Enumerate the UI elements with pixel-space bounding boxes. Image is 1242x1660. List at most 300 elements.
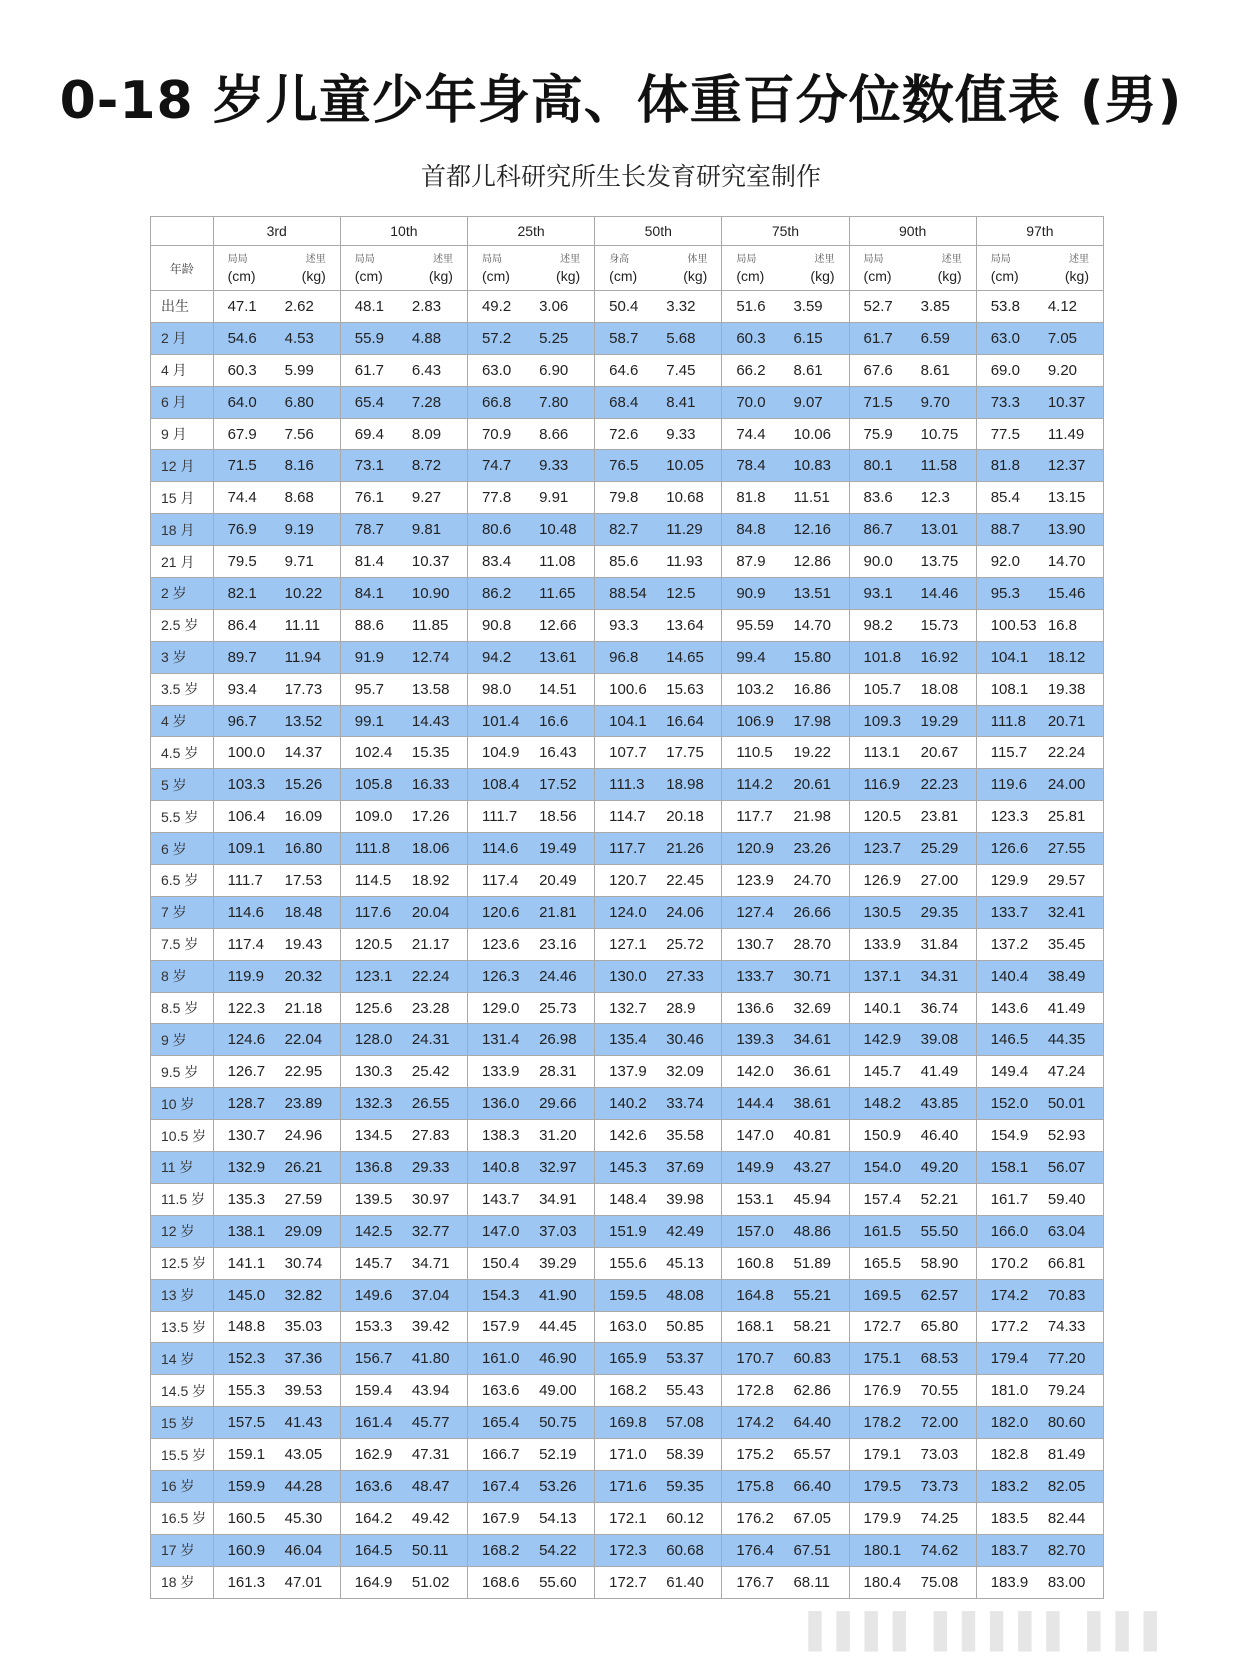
weight-cell: 44.35 (1040, 1024, 1104, 1056)
age-cell: 16 岁 (151, 1470, 214, 1502)
height-cell: 157.5 (213, 1407, 277, 1439)
weight-cell: 12.74 (404, 641, 468, 673)
weight-cell: 27.55 (1040, 833, 1104, 865)
height-cell: 84.1 (340, 578, 404, 610)
height-cell: 82.7 (595, 514, 659, 546)
age-cell: 3 岁 (151, 641, 214, 673)
weight-cell: 12.86 (785, 546, 849, 578)
weight-cell: 32.41 (1040, 896, 1104, 928)
height-cell: 171.0 (595, 1439, 659, 1471)
weight-cell: 11.58 (913, 450, 977, 482)
height-cell: 110.5 (722, 737, 786, 769)
height-cell: 168.1 (722, 1311, 786, 1343)
weight-cell: 13.01 (913, 514, 977, 546)
height-cell: 136.0 (467, 1088, 531, 1120)
weight-cell: 26.66 (785, 896, 849, 928)
height-cell: 111.7 (467, 801, 531, 833)
age-cell: 4 岁 (151, 705, 214, 737)
height-cell: 78.7 (340, 514, 404, 546)
height-cell: 81.8 (976, 450, 1040, 482)
weight-cell: 9.33 (531, 450, 595, 482)
weight-cell: 3.85 (913, 291, 977, 323)
height-cell: 85.6 (595, 546, 659, 578)
weight-cell: 3.59 (785, 291, 849, 323)
height-cell: 148.8 (213, 1311, 277, 1343)
weight-unit: (kg) (428, 268, 453, 284)
weight-cell: 58.39 (658, 1439, 722, 1471)
height-cell: 169.5 (849, 1279, 913, 1311)
weight-cell: 41.49 (913, 1056, 977, 1088)
height-cell: 49.2 (467, 291, 531, 323)
height-label: 局局 (990, 254, 1011, 265)
height-cell: 99.4 (722, 641, 786, 673)
height-cell: 162.9 (340, 1439, 404, 1471)
height-cell: 125.6 (340, 992, 404, 1024)
weight-cell: 57.08 (658, 1407, 722, 1439)
weight-cell: 18.12 (1040, 641, 1104, 673)
height-cell: 88.7 (976, 514, 1040, 546)
height-cell: 66.8 (467, 386, 531, 418)
age-cell: 6 月 (151, 386, 214, 418)
weight-cell: 7.05 (1040, 322, 1104, 354)
height-cell: 83.4 (467, 546, 531, 578)
height-cell: 128.0 (340, 1024, 404, 1056)
height-cell: 93.1 (849, 578, 913, 610)
height-cell: 175.2 (722, 1439, 786, 1471)
height-cell: 139.3 (722, 1024, 786, 1056)
weight-cell: 66.81 (1040, 1247, 1104, 1279)
height-cell: 175.1 (849, 1343, 913, 1375)
height-cell: 182.0 (976, 1407, 1040, 1439)
table-row (151, 769, 1104, 801)
height-cell: 74.4 (722, 418, 786, 450)
height-cell: 74.7 (467, 450, 531, 482)
weight-cell: 6.15 (785, 322, 849, 354)
height-cell: 164.2 (340, 1502, 404, 1534)
age-cell: 7.5 岁 (151, 928, 214, 960)
weight-cell: 39.98 (658, 1183, 722, 1215)
weight-cell: 46.40 (913, 1120, 977, 1152)
weight-cell: 16.43 (531, 737, 595, 769)
weight-cell: 14.51 (531, 673, 595, 705)
weight-cell: 27.83 (404, 1120, 468, 1152)
weight-cell: 16.92 (913, 641, 977, 673)
age-cell: 9.5 岁 (151, 1056, 214, 1088)
weight-label: 述里 (814, 254, 835, 265)
weight-cell: 10.22 (277, 578, 341, 610)
height-cell: 57.2 (467, 322, 531, 354)
height-cell: 117.6 (340, 896, 404, 928)
height-cell: 161.0 (467, 1343, 531, 1375)
height-cell: 91.9 (340, 641, 404, 673)
weight-cell: 9.19 (277, 514, 341, 546)
weight-cell: 5.99 (277, 354, 341, 386)
height-cell: 50.4 (595, 291, 659, 323)
weight-label: 述里 (305, 254, 326, 265)
height-cell: 52.7 (849, 291, 913, 323)
height-cell: 168.6 (467, 1566, 531, 1598)
height-cell: 80.1 (849, 450, 913, 482)
weight-cell: 22.24 (1040, 737, 1104, 769)
height-cell: 176.2 (722, 1502, 786, 1534)
weight-cell: 13.64 (658, 609, 722, 641)
age-cell: 15.5 岁 (151, 1439, 214, 1471)
weight-cell: 41.80 (404, 1343, 468, 1375)
height-cell: 80.6 (467, 514, 531, 546)
weight-unit-header (531, 246, 595, 291)
height-cell: 122.3 (213, 992, 277, 1024)
height-cell: 88.54 (595, 578, 659, 610)
height-cell: 120.5 (340, 928, 404, 960)
weight-cell: 24.46 (531, 960, 595, 992)
weight-cell: 74.33 (1040, 1311, 1104, 1343)
table-row (151, 801, 1104, 833)
height-cell: 179.9 (849, 1502, 913, 1534)
weight-cell: 8.09 (404, 418, 468, 450)
weight-cell: 14.70 (785, 609, 849, 641)
height-cell: 69.4 (340, 418, 404, 450)
height-cell: 104.1 (595, 705, 659, 737)
height-cell: 68.4 (595, 386, 659, 418)
height-cell: 165.9 (595, 1343, 659, 1375)
weight-cell: 50.85 (658, 1311, 722, 1343)
weight-cell: 36.74 (913, 992, 977, 1024)
height-cell: 172.7 (595, 1566, 659, 1598)
weight-cell: 41.49 (1040, 992, 1104, 1024)
weight-cell: 11.11 (277, 609, 341, 641)
height-unit: (cm) (736, 268, 765, 284)
height-label: 局局 (863, 254, 884, 265)
weight-cell: 44.28 (277, 1470, 341, 1502)
height-cell: 157.4 (849, 1183, 913, 1215)
height-cell: 95.3 (976, 578, 1040, 610)
height-cell: 123.6 (467, 928, 531, 960)
weight-cell: 36.61 (785, 1056, 849, 1088)
weight-label: 体里 (687, 254, 708, 265)
weight-cell: 30.71 (785, 960, 849, 992)
table-row (151, 450, 1104, 482)
age-cell: 13 岁 (151, 1279, 214, 1311)
weight-cell: 6.90 (531, 354, 595, 386)
weight-cell: 21.81 (531, 896, 595, 928)
height-cell: 183.7 (976, 1534, 1040, 1566)
weight-cell: 51.89 (785, 1247, 849, 1279)
height-cell: 182.8 (976, 1439, 1040, 1471)
height-cell: 129.9 (976, 865, 1040, 897)
height-cell: 130.7 (213, 1120, 277, 1152)
weight-cell: 60.83 (785, 1343, 849, 1375)
weight-cell: 5.68 (658, 322, 722, 354)
age-cell: 6.5 岁 (151, 865, 214, 897)
weight-cell: 70.83 (1040, 1279, 1104, 1311)
weight-cell: 55.21 (785, 1279, 849, 1311)
weight-unit: (kg) (1064, 268, 1089, 284)
weight-unit-header (658, 246, 722, 291)
height-unit-header (467, 246, 531, 291)
table-row (151, 386, 1104, 418)
weight-cell: 16.8 (1040, 609, 1104, 641)
height-cell: 123.1 (340, 960, 404, 992)
height-cell: 109.0 (340, 801, 404, 833)
weight-cell: 48.47 (404, 1470, 468, 1502)
height-cell: 111.7 (213, 865, 277, 897)
table-row (151, 833, 1104, 865)
age-cell: 2 岁 (151, 578, 214, 610)
height-cell: 183.9 (976, 1566, 1040, 1598)
weight-cell: 29.35 (913, 896, 977, 928)
height-cell: 160.8 (722, 1247, 786, 1279)
weight-cell: 14.65 (658, 641, 722, 673)
weight-cell: 3.32 (658, 291, 722, 323)
weight-cell: 15.73 (913, 609, 977, 641)
height-cell: 104.1 (976, 641, 1040, 673)
height-cell: 180.1 (849, 1534, 913, 1566)
weight-cell: 11.51 (785, 482, 849, 514)
height-unit-header (340, 246, 404, 291)
height-cell: 64.6 (595, 354, 659, 386)
height-cell: 63.0 (467, 354, 531, 386)
height-cell: 74.4 (213, 482, 277, 514)
height-cell: 120.5 (849, 801, 913, 833)
height-cell: 131.4 (467, 1024, 531, 1056)
height-cell: 183.2 (976, 1470, 1040, 1502)
weight-cell: 38.61 (785, 1088, 849, 1120)
weight-cell: 32.97 (531, 1152, 595, 1184)
weight-cell: 10.37 (1040, 386, 1104, 418)
height-cell: 145.0 (213, 1279, 277, 1311)
weight-cell: 52.19 (531, 1439, 595, 1471)
height-cell: 48.1 (340, 291, 404, 323)
height-cell: 126.6 (976, 833, 1040, 865)
age-cell: 4 月 (151, 354, 214, 386)
weight-cell: 7.80 (531, 386, 595, 418)
weight-cell: 33.74 (658, 1088, 722, 1120)
table-row (151, 1534, 1104, 1566)
height-cell: 86.7 (849, 514, 913, 546)
table-row (151, 992, 1104, 1024)
height-cell: 164.8 (722, 1279, 786, 1311)
height-cell: 137.9 (595, 1056, 659, 1088)
weight-cell: 82.05 (1040, 1470, 1104, 1502)
corner-cell (151, 217, 214, 246)
age-cell: 9 岁 (151, 1024, 214, 1056)
height-cell: 77.5 (976, 418, 1040, 450)
height-cell: 159.4 (340, 1375, 404, 1407)
height-cell: 70.0 (722, 386, 786, 418)
height-cell: 79.5 (213, 546, 277, 578)
height-cell: 85.4 (976, 482, 1040, 514)
height-cell: 65.4 (340, 386, 404, 418)
weight-cell: 54.13 (531, 1502, 595, 1534)
weight-cell: 53.26 (531, 1470, 595, 1502)
unit-header-row (151, 246, 1104, 291)
height-cell: 100.0 (213, 737, 277, 769)
age-cell: 7 岁 (151, 896, 214, 928)
weight-cell: 8.16 (277, 450, 341, 482)
height-cell: 181.0 (976, 1375, 1040, 1407)
table-row (151, 928, 1104, 960)
table-row (151, 546, 1104, 578)
height-cell: 67.9 (213, 418, 277, 450)
weight-cell: 8.61 (785, 354, 849, 386)
weight-cell: 67.51 (785, 1534, 849, 1566)
height-cell: 69.0 (976, 354, 1040, 386)
weight-cell: 9.81 (404, 514, 468, 546)
height-cell: 77.8 (467, 482, 531, 514)
height-cell: 140.1 (849, 992, 913, 1024)
weight-cell: 32.77 (404, 1215, 468, 1247)
weight-cell: 14.37 (277, 737, 341, 769)
weight-cell: 56.07 (1040, 1152, 1104, 1184)
weight-cell: 55.50 (913, 1215, 977, 1247)
weight-cell: 9.20 (1040, 354, 1104, 386)
height-cell: 168.2 (595, 1375, 659, 1407)
weight-cell: 19.29 (913, 705, 977, 737)
height-cell: 147.0 (467, 1215, 531, 1247)
height-cell: 120.9 (722, 833, 786, 865)
height-cell: 165.5 (849, 1247, 913, 1279)
weight-cell: 10.05 (658, 450, 722, 482)
percentile-table (150, 216, 1104, 1599)
weight-cell: 7.28 (404, 386, 468, 418)
weight-cell: 37.36 (277, 1343, 341, 1375)
height-cell: 113.1 (849, 737, 913, 769)
age-cell: 18 月 (151, 514, 214, 546)
weight-cell: 15.80 (785, 641, 849, 673)
height-cell: 161.7 (976, 1183, 1040, 1215)
height-cell: 158.1 (976, 1152, 1040, 1184)
age-cell: 15 月 (151, 482, 214, 514)
age-cell: 18 岁 (151, 1566, 214, 1598)
height-cell: 164.5 (340, 1534, 404, 1566)
weight-cell: 15.46 (1040, 578, 1104, 610)
age-cell: 8 岁 (151, 960, 214, 992)
age-column-header: 年龄 (151, 246, 214, 291)
age-cell: 10.5 岁 (151, 1120, 214, 1152)
height-cell: 176.7 (722, 1566, 786, 1598)
height-cell: 156.7 (340, 1343, 404, 1375)
watermark: ▌▌▌▌ ▌▌▌▌▌ ▌▌▌ (808, 1612, 1172, 1652)
height-cell: 111.8 (976, 705, 1040, 737)
height-cell: 108.1 (976, 673, 1040, 705)
weight-cell: 10.48 (531, 514, 595, 546)
weight-cell: 18.48 (277, 896, 341, 928)
weight-label: 述里 (432, 254, 453, 265)
weight-cell: 18.06 (404, 833, 468, 865)
weight-cell: 13.58 (404, 673, 468, 705)
table-row (151, 1502, 1104, 1534)
height-unit: (cm) (863, 268, 892, 284)
weight-cell: 25.81 (1040, 801, 1104, 833)
height-cell: 153.3 (340, 1311, 404, 1343)
weight-cell: 79.24 (1040, 1375, 1104, 1407)
weight-cell: 25.29 (913, 833, 977, 865)
weight-cell: 26.98 (531, 1024, 595, 1056)
weight-cell: 9.70 (913, 386, 977, 418)
height-cell: 102.4 (340, 737, 404, 769)
age-cell: 16.5 岁 (151, 1502, 214, 1534)
weight-cell: 46.90 (531, 1343, 595, 1375)
weight-cell: 16.33 (404, 769, 468, 801)
table-row (151, 578, 1104, 610)
height-cell: 127.4 (722, 896, 786, 928)
weight-cell: 23.28 (404, 992, 468, 1024)
height-cell: 87.9 (722, 546, 786, 578)
table-row (151, 673, 1104, 705)
height-cell: 99.1 (340, 705, 404, 737)
height-cell: 140.8 (467, 1152, 531, 1184)
height-cell: 95.59 (722, 609, 786, 641)
height-label: 局局 (481, 254, 502, 265)
height-cell: 119.6 (976, 769, 1040, 801)
height-cell: 174.2 (722, 1407, 786, 1439)
table-row (151, 865, 1104, 897)
height-cell: 66.2 (722, 354, 786, 386)
height-cell: 153.1 (722, 1183, 786, 1215)
weight-cell: 13.61 (531, 641, 595, 673)
age-cell: 11 岁 (151, 1152, 214, 1184)
weight-cell: 47.31 (404, 1439, 468, 1471)
height-cell: 180.4 (849, 1566, 913, 1598)
height-cell: 132.3 (340, 1088, 404, 1120)
age-cell: 10 岁 (151, 1088, 214, 1120)
height-cell: 145.7 (849, 1056, 913, 1088)
height-cell: 105.7 (849, 673, 913, 705)
weight-cell: 7.56 (277, 418, 341, 450)
weight-cell: 30.46 (658, 1024, 722, 1056)
weight-cell: 19.22 (785, 737, 849, 769)
height-cell: 145.7 (340, 1247, 404, 1279)
weight-cell: 22.23 (913, 769, 977, 801)
weight-cell: 11.65 (531, 578, 595, 610)
table-row (151, 1343, 1104, 1375)
table-row (151, 737, 1104, 769)
weight-cell: 29.33 (404, 1152, 468, 1184)
height-cell: 169.8 (595, 1407, 659, 1439)
height-cell: 159.9 (213, 1470, 277, 1502)
height-unit: (cm) (990, 268, 1019, 284)
weight-unit-header (1040, 246, 1104, 291)
height-cell: 124.0 (595, 896, 659, 928)
table-row (151, 641, 1104, 673)
percentile-header: 50th (595, 217, 722, 246)
table-row (151, 354, 1104, 386)
weight-cell: 20.61 (785, 769, 849, 801)
weight-cell: 27.59 (277, 1183, 341, 1215)
height-cell: 135.3 (213, 1183, 277, 1215)
height-cell: 70.9 (467, 418, 531, 450)
height-cell: 100.53 (976, 609, 1040, 641)
height-label: 局局 (227, 254, 248, 265)
weight-cell: 82.70 (1040, 1534, 1104, 1566)
height-cell: 176.9 (849, 1375, 913, 1407)
weight-cell: 38.49 (1040, 960, 1104, 992)
height-cell: 114.2 (722, 769, 786, 801)
height-cell: 138.1 (213, 1215, 277, 1247)
height-cell: 132.7 (595, 992, 659, 1024)
height-cell: 90.8 (467, 609, 531, 641)
height-cell: 179.1 (849, 1439, 913, 1471)
age-cell: 2 月 (151, 322, 214, 354)
weight-label: 述里 (941, 254, 962, 265)
weight-cell: 59.35 (658, 1470, 722, 1502)
height-cell: 126.7 (213, 1056, 277, 1088)
weight-cell: 8.41 (658, 386, 722, 418)
table-row (151, 1120, 1104, 1152)
weight-cell: 4.12 (1040, 291, 1104, 323)
height-cell: 90.0 (849, 546, 913, 578)
height-cell: 148.4 (595, 1183, 659, 1215)
